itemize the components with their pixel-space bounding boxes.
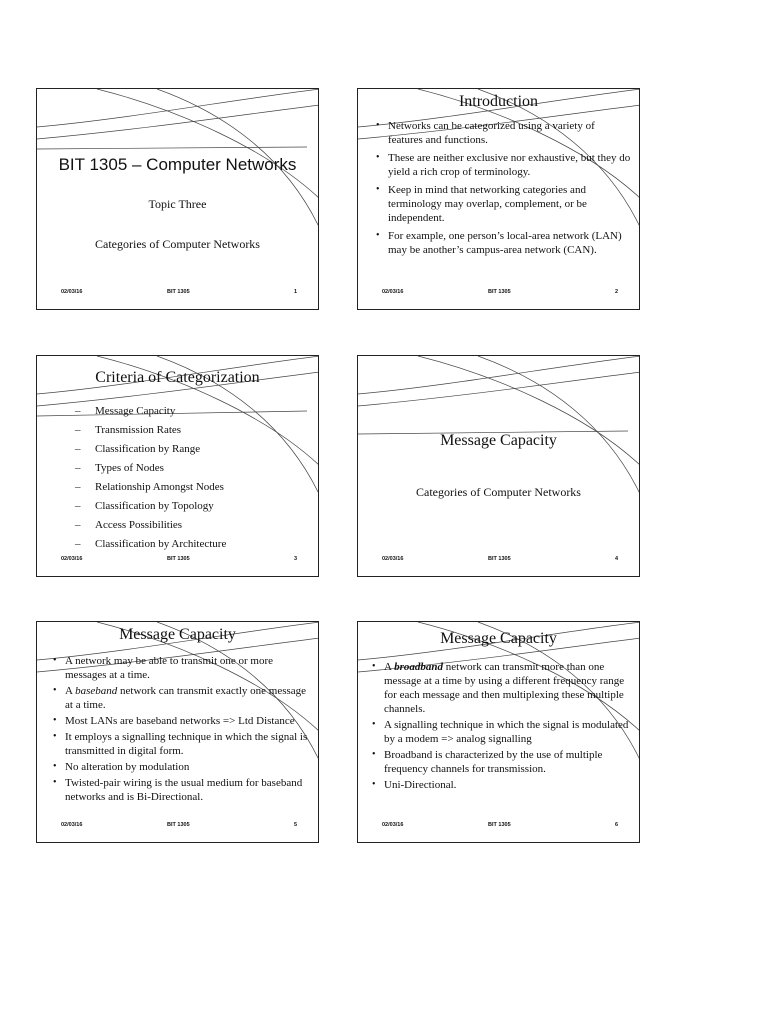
slide-footer xyxy=(37,556,318,566)
baseband-pre: A xyxy=(65,685,76,697)
slide-footer xyxy=(358,822,639,832)
bullet-item: • Most LANs are baseband networks => Ltd Distance xyxy=(53,714,315,728)
footer-course: BIT 1305 xyxy=(167,556,190,562)
list-item: – Classification by Topology xyxy=(67,499,307,513)
footer-course: BIT 1305 xyxy=(488,556,511,562)
slide-footer xyxy=(358,556,639,566)
list-item: – Message Capacity xyxy=(67,404,307,418)
footer-date: 02/03/16 xyxy=(61,822,83,828)
slide-1 xyxy=(36,88,319,310)
footer-date: 02/03/16 xyxy=(382,822,404,828)
bullet-item: • A signalling technique in which the signal is modulated by a modem => analog signalling xyxy=(372,718,634,746)
bullet-item: • Keep in mind that networking categories and terminology may overlap, complement, or be independent. xyxy=(376,183,631,225)
list-item: – Relationship Amongst Nodes xyxy=(67,480,307,494)
footer-page: 1 xyxy=(294,289,298,295)
broadband-post: network can transmit more than one message at a time by using a different frequency range for each message and then multiplexing these multiple channels. xyxy=(384,661,625,715)
bullet-item-broadband xyxy=(372,660,634,716)
bullet-item: • Uni-Directional. xyxy=(372,778,634,792)
slide-5 xyxy=(36,621,319,843)
bullet-item: • Networks can be categorized using a variety of features and functions. xyxy=(376,119,631,147)
decorative-curves xyxy=(358,356,640,577)
footer-date: 02/03/16 xyxy=(382,556,404,562)
bullet-list xyxy=(53,654,315,806)
slide-6 xyxy=(357,621,640,843)
baseband-term: baseband xyxy=(75,685,118,697)
slide-title: Message Capacity xyxy=(440,432,557,449)
slide-subtitle-2: Categories of Computer Networks xyxy=(95,237,260,251)
slide-title: Message Capacity xyxy=(440,630,557,647)
footer-page: 6 xyxy=(615,822,619,828)
slide-subtitle: Topic Three xyxy=(148,197,207,211)
bullet-item: • Broadband is characterized by the use of multiple frequency channels for transmission. xyxy=(372,748,634,776)
footer-page: 5 xyxy=(294,822,298,828)
slide-title: Criteria of Categorization xyxy=(95,369,260,386)
baseband-post: network can transmit exactly one message at a time. xyxy=(65,685,307,711)
slide-title: BIT 1305 – Computer Networks xyxy=(58,155,297,174)
bullet-item: • Twisted-pair wiring is the usual medium for baseband networks and is Bi-Directional. xyxy=(53,776,315,804)
list-item: – Classification by Range xyxy=(67,442,307,456)
footer-date: 02/03/16 xyxy=(382,289,404,295)
broadband-term: broadband xyxy=(394,661,443,673)
bullet-list xyxy=(372,660,634,794)
slide-title: Introduction xyxy=(458,93,539,110)
list-item: – Transmission Rates xyxy=(67,423,307,437)
bullet-list xyxy=(376,119,631,261)
slide-footer xyxy=(37,822,318,832)
footer-date: 02/03/16 xyxy=(61,556,83,562)
slide-2 xyxy=(357,88,640,310)
criteria-list xyxy=(67,404,307,556)
broadband-pre: A xyxy=(384,661,395,673)
footer-date: 02/03/16 xyxy=(61,289,83,295)
slide-subtitle: Categories of Computer Networks xyxy=(416,485,581,499)
slide-footer xyxy=(358,289,639,299)
list-item: – Classification by Architecture xyxy=(67,537,307,551)
bullet-item: • It employs a signalling technique in which the signal is transmitted in digital form. xyxy=(53,730,315,758)
bullet-item: • These are neither exclusive nor exhaustive, but they do yield a rich crop of terminology. xyxy=(376,151,631,179)
bullet-item: • For example, one person’s local-area network (LAN) may be another’s campus-area network (CAN). xyxy=(376,229,631,257)
list-item: – Access Possibilities xyxy=(67,518,307,532)
slide-title: Message Capacity xyxy=(119,626,236,643)
slide-footer xyxy=(37,289,318,299)
slide-4 xyxy=(357,355,640,577)
footer-page: 3 xyxy=(294,556,298,562)
list-item: – Types of Nodes xyxy=(67,461,307,475)
footer-page: 4 xyxy=(615,556,619,562)
footer-course: BIT 1305 xyxy=(488,289,511,295)
footer-page: 2 xyxy=(615,289,619,295)
bullet-item: • A network may be able to transmit one or more messages at a time. xyxy=(53,654,315,682)
bullet-item-baseband xyxy=(53,684,315,712)
slide-3 xyxy=(36,355,319,577)
bullet-item: • No alteration by modulation xyxy=(53,760,315,774)
footer-course: BIT 1305 xyxy=(167,289,190,295)
footer-course: BIT 1305 xyxy=(488,822,511,828)
footer-course: BIT 1305 xyxy=(167,822,190,828)
